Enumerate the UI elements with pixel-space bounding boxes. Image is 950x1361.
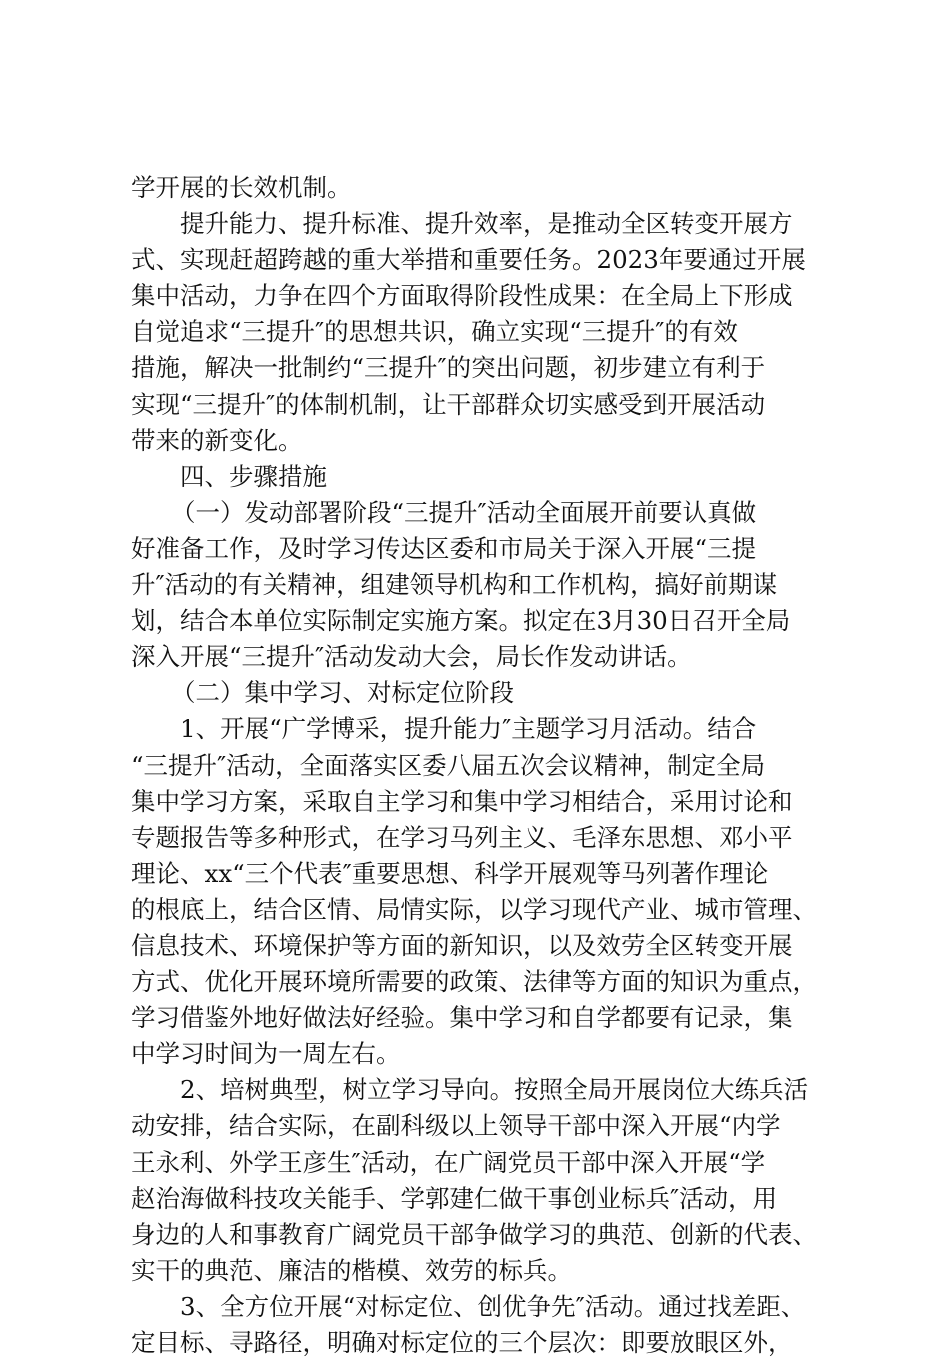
- text-line: 集中活动，力争在四个方面取得阶段性成果：在全局上下形成: [131, 281, 793, 311]
- text-line: 中学习时间为一周左右。: [131, 1039, 401, 1069]
- text-line: 定目标、寻路径，明确对标定位的三个层次：即要放眼区外，: [131, 1328, 793, 1357]
- text-line: 王永利、外学王彦生″活动，在广阔党员干部中深入开展“学: [131, 1147, 766, 1177]
- text-line: 学习借鉴外地好做法好经验。集中学习和自学都要有记录，集: [131, 1003, 793, 1033]
- text-line: 动安排，结合实际，在副科级以上领导干部中深入开展“内学: [131, 1111, 781, 1141]
- text-line: 带来的新变化。: [131, 425, 303, 455]
- text-line: 1、开展“广学博采，提升能力″主题学习月活动。结合: [180, 714, 757, 744]
- document-body: [131, 170, 846, 1361]
- text-line: 方式、优化开展环境所需要的政策、法律等方面的知识为重点，: [131, 967, 817, 997]
- text-line: 提升能力、提升标准、提升效率，是推动全区转变开展方: [180, 209, 793, 239]
- text-line: 2、培树典型，树立学习导向。按照全局开展岗位大练兵活: [180, 1075, 809, 1105]
- text-line: “三提升″活动，全面落实区委八届五次会议精神，制定全局: [131, 750, 766, 780]
- text-line: 措施，解决一批制约“三提升″的突出问题，初步建立有利于: [131, 353, 766, 383]
- text-line: 升″活动的有关精神，组建领导机构和工作机构，搞好前期谋: [131, 570, 778, 600]
- text-line: 实干的典范、廉洁的楷模、效劳的标兵。: [131, 1255, 572, 1285]
- text-line: 实现“三提升″的体制机制，让干部群众切实感受到开展活动: [131, 389, 766, 419]
- text-line: 式、实现赶超跨越的重大举措和重要任务。2023年要通过开展: [131, 245, 806, 275]
- text-line: 专题报告等多种形式，在学习马列主义、毛泽东思想、邓小平: [131, 822, 793, 852]
- text-line: 好准备工作，及时学习传达区委和市局关于深入开展“三提: [131, 533, 757, 563]
- text-line: 信息技术、环境保护等方面的新知识，以及效劳全区转变开展: [131, 930, 793, 960]
- text-line: 自觉追求“三提升″的思想共识，确立实现“三提升″的有效: [131, 317, 738, 347]
- subsection-heading: （二）集中学习、对标定位阶段: [171, 678, 514, 708]
- section-heading: 四、步骤措施: [180, 461, 327, 491]
- text-line: 理论、xx“三个代表″重要思想、科学开展观等马列著作理论: [131, 858, 769, 888]
- text-line: 深入开展“三提升″活动发动大会，局长作发动讲话。: [131, 642, 692, 672]
- text-line: 的根底上，结合区情、局情实际，以学习现代产业、城市管理、: [131, 894, 817, 924]
- text-line: 学开展的长效机制。: [131, 173, 352, 202]
- text-line: 划，结合本单位实际制定实施方案。拟定在3月30日召开全局: [131, 606, 791, 636]
- text-line: 身边的人和事教育广阔党员干部争做学习的典范、创新的代表、: [131, 1219, 817, 1249]
- text-line: 3、全方位开展“对标定位、创优争先″活动。通过找差距、: [180, 1291, 806, 1321]
- text-line: 赵治海做科技攻关能手、学郭建仁做干事创业标兵″活动，用: [131, 1183, 778, 1213]
- text-line: （一）发动部署阶段“三提升″活动全面展开前要认真做: [171, 497, 757, 527]
- text-line: 集中学习方案，采取自主学习和集中学习相结合，采用讨论和: [131, 786, 793, 816]
